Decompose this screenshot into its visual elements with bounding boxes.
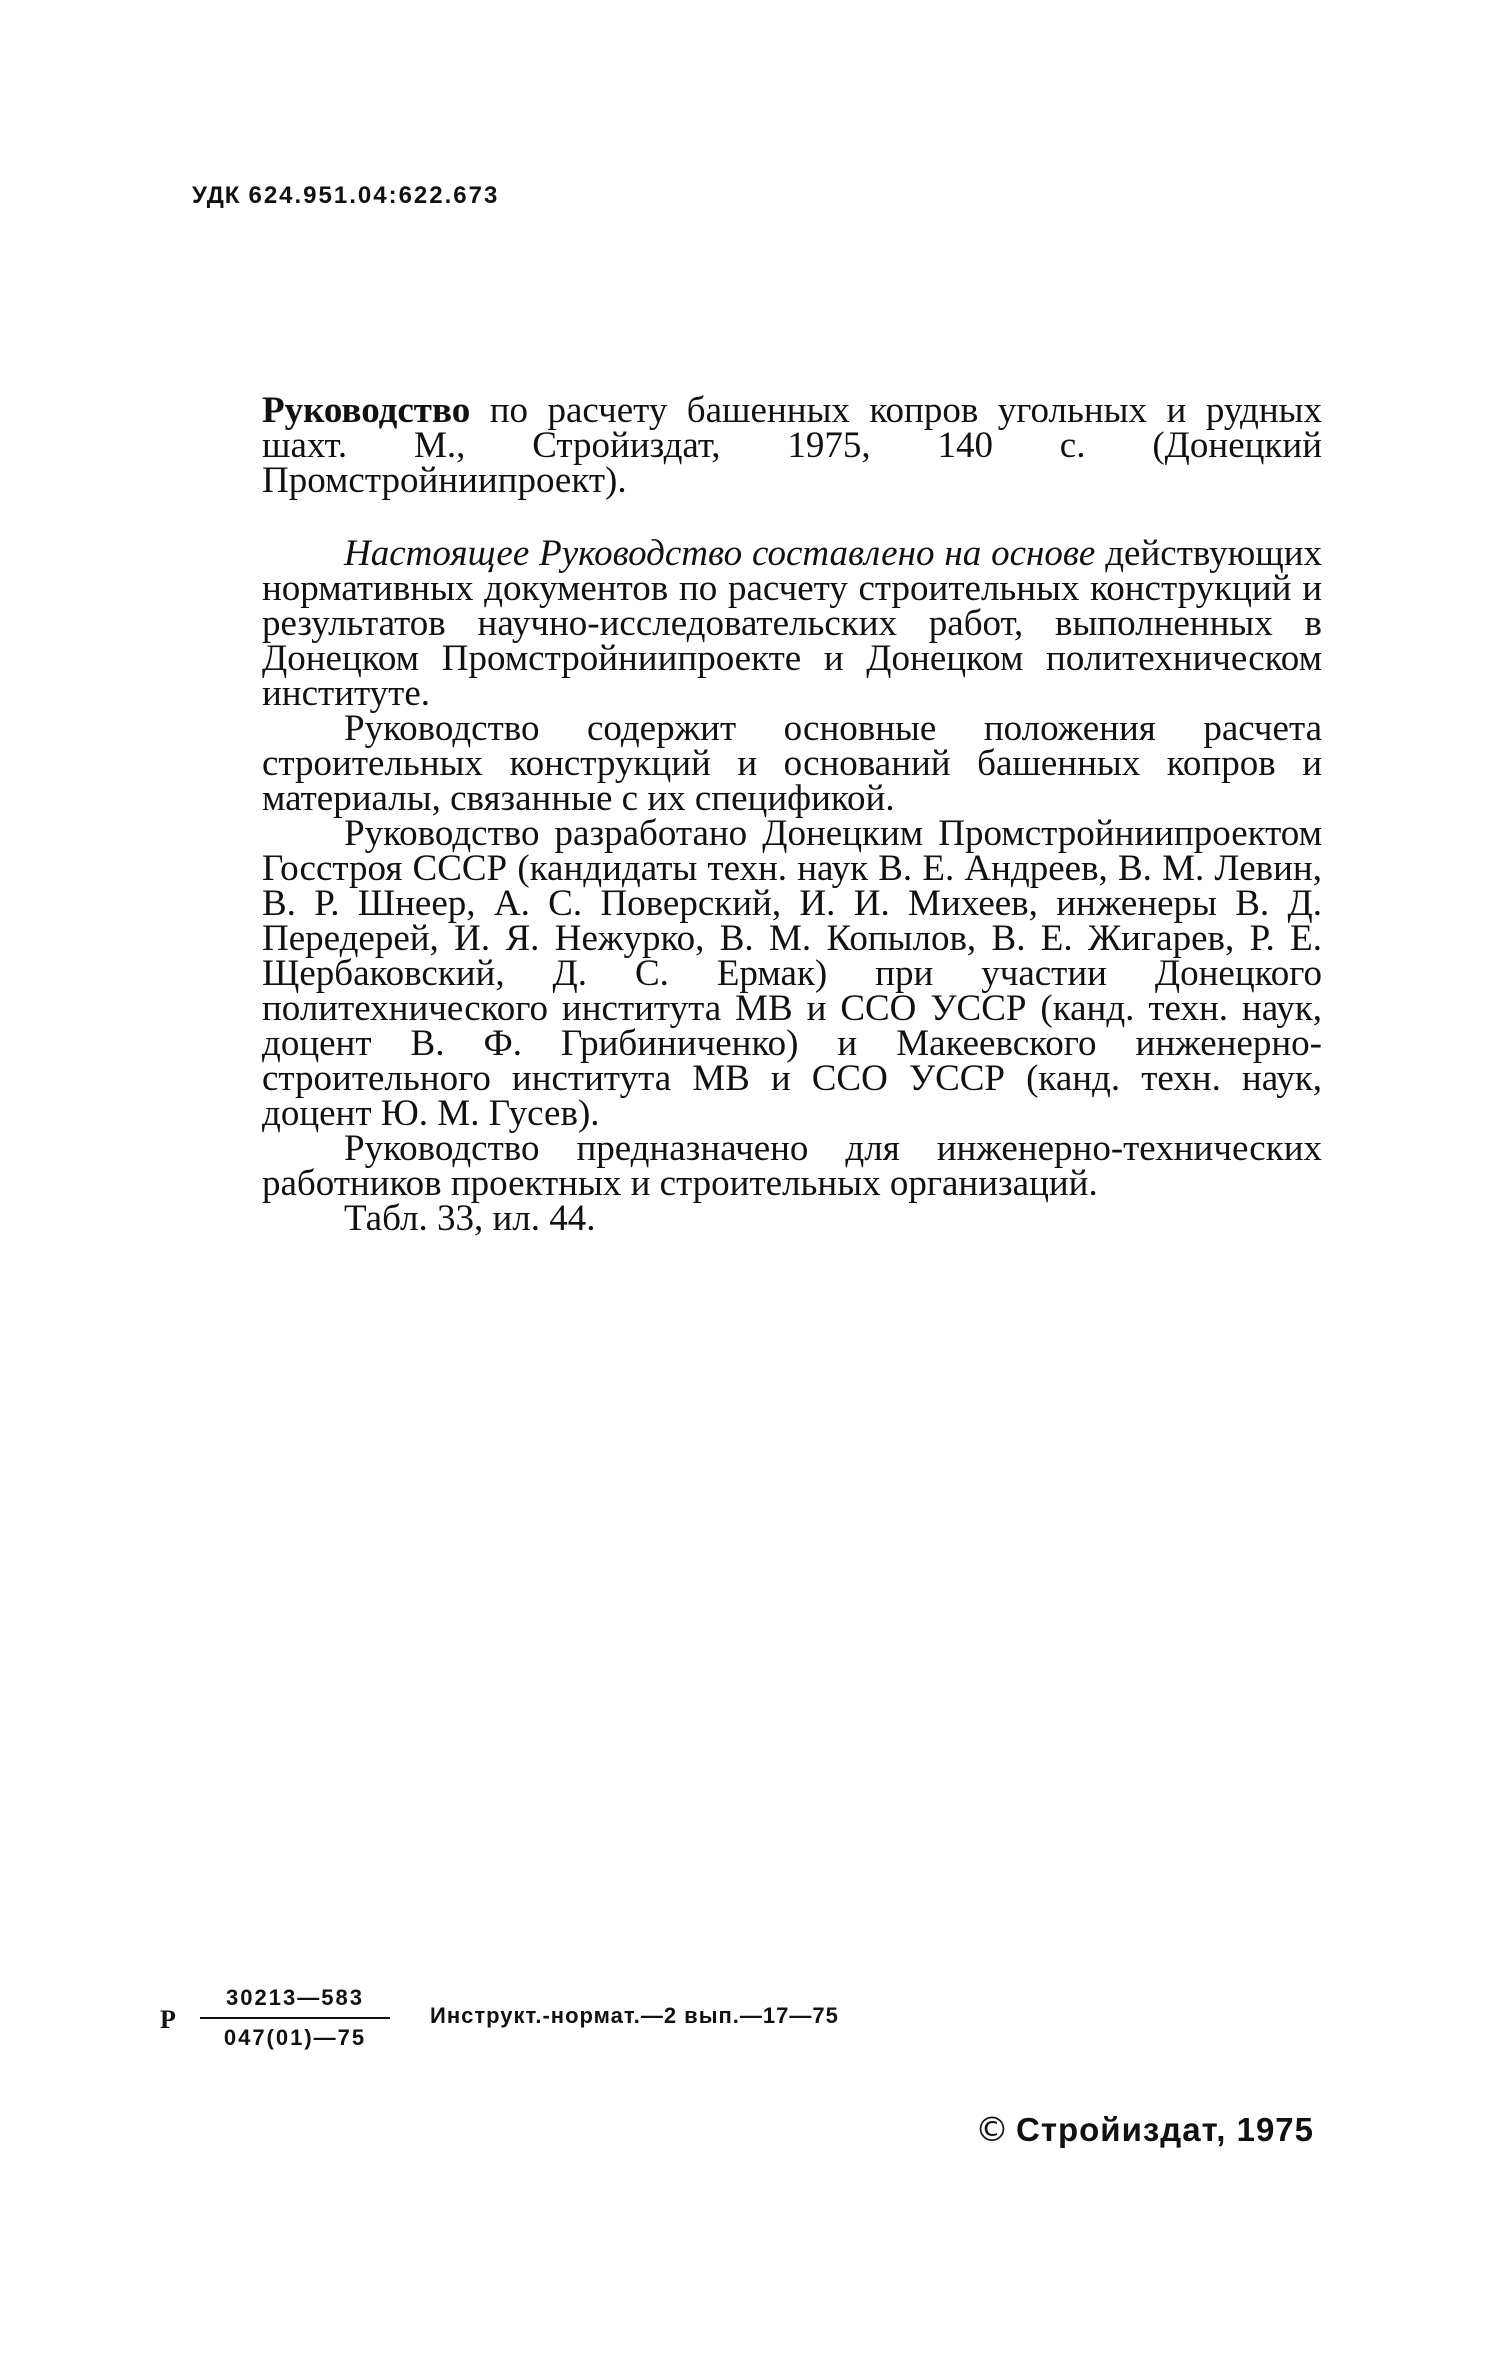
copyright-icon: © <box>975 2110 1010 2150</box>
udc-number: 624.951.04:622.673 <box>248 182 500 209</box>
copyright-notice <box>975 2110 1314 2150</box>
biblio-title: Руководство <box>262 390 471 431</box>
index-fraction <box>200 1985 390 2051</box>
udc-label: УДК <box>192 182 241 209</box>
fraction-rule <box>200 2017 390 2019</box>
copyright-text: Стройиздат, 1975 <box>1016 2111 1315 2148</box>
udc-code <box>192 182 499 210</box>
abstract-paragraph-2: Руководство содержит основные положения расчета строительных конструкций и оснований башенных копров и материалы, связанные с их спецификой. <box>262 708 1322 819</box>
index-denominator: 047(01)—75 <box>223 2025 367 2050</box>
bibliographic-description <box>262 390 1322 501</box>
biblio-details: по расчету башенных копров угольных и рудных шахт. М., Стройиздат, 1975, 140 с. (Донецкий Промстройниипроект). <box>262 390 1322 501</box>
abstract-paragraph-1 <box>262 533 1323 714</box>
abstract-paragraph-1-italic: Настоящее Руководство составлено на основе <box>344 533 1096 574</box>
abstract-paragraph-5: Табл. 33, ил. 44. <box>344 1198 596 1239</box>
index-letter: Р <box>160 2005 176 2034</box>
abstract <box>262 533 1323 1239</box>
index-series: Инструкт.-нормат.—2 вып.—17—75 <box>430 2003 839 2028</box>
abstract-paragraph-4: Руководство предназначено для инженерно-технических работников проектных и строительных организаций. <box>262 1128 1322 1204</box>
publication-index <box>150 1985 1050 2055</box>
abstract-paragraph-3: Руководство разработано Донецким Промстройниипроектом Госстроя СССР (кандидаты техн. наук В. Е. Андреев, В. М. Левин, В. Р. Шнеер, А. С. Поверский, И. И. Михеев, инженеры В. Д. Передерей, И. Я. Нежурко, В. М. Копылов, В. Е. Жигарев, Р. Е. Щербаковский, Д. С. Ермак) при участии Донецкого политехнического института МВ и ССО УССР (канд. техн. наук, доцент В. Ф. Грибиниченко) и Макеевского инженерно-строительного института МВ и ССО УССР (канд. техн. наук, доцент Ю. М. Гусев). <box>262 813 1322 1134</box>
abstract-paragraph-1-rest: действующих нормативных документов по расчету строительных конструкций и результатов научно-исследовательских работ, выполненных в Донецком Промстройниипроекте и Донецком политехническом институте. <box>262 533 1323 714</box>
index-numerator: 30213—583 <box>226 1985 364 2010</box>
